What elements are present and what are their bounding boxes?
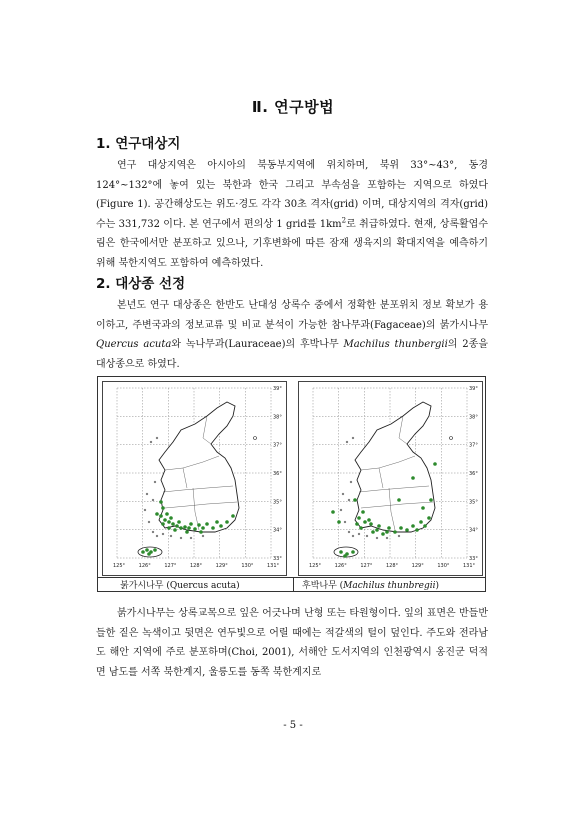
small-island — [146, 493, 148, 495]
occurrence-point — [197, 523, 201, 527]
paragraph-text: 의 2종을 대상종으로 하였다. — [96, 339, 488, 370]
caption-text: 후박나무 ( — [302, 581, 344, 591]
lon-tick-label: 129° — [215, 563, 228, 569]
occurrence-point — [155, 512, 159, 516]
occurrence-point — [153, 548, 157, 552]
lon-tick-label: 125° — [309, 563, 322, 569]
occurrence-point — [411, 476, 415, 480]
species-name: Quercus acuta — [96, 339, 172, 350]
occurrence-point — [377, 524, 381, 528]
caption-species: Machilus thunbregii — [343, 581, 436, 591]
lat-tick-label: 37° — [469, 442, 478, 449]
occurrence-point — [393, 530, 397, 534]
occurrence-point — [163, 518, 167, 522]
lon-tick-label: 128° — [386, 563, 399, 569]
lat-tick-label: 39° — [469, 386, 478, 392]
lat-tick-label: 38° — [469, 414, 478, 421]
occurrence-point — [141, 550, 145, 554]
occurrence-point — [419, 520, 423, 524]
small-island — [352, 535, 354, 537]
small-island — [190, 537, 192, 539]
occurrence-point — [359, 526, 363, 530]
occurrence-point — [397, 498, 401, 502]
figure-distribution-maps — [97, 376, 486, 592]
caption-text: ) — [435, 581, 440, 591]
occurrence-point — [187, 526, 191, 530]
paragraph-text: 본년도 연구 대상종은 한반도 난대성 상록수 중에서 정확한 분포위치 정보 확보가 용이하고, 주변국과의 정보교류 및 비교 분석이 가능한 참나무과(Fagaceae)의 붉가시나무 — [96, 300, 488, 331]
occurrence-point — [179, 526, 183, 530]
small-island — [150, 441, 152, 443]
occurrence-point — [361, 510, 365, 514]
lon-tick-label: 127° — [360, 563, 373, 569]
occurrence-point — [433, 462, 437, 466]
caption-right — [302, 578, 439, 591]
ulleung-island — [254, 437, 257, 440]
small-island — [156, 437, 158, 439]
occurrence-point — [159, 514, 163, 518]
occurrence-point — [343, 554, 347, 558]
occurrence-point — [199, 530, 203, 534]
occurrence-point — [355, 522, 359, 526]
occurrence-point — [215, 520, 219, 524]
occurrence-point — [201, 526, 205, 530]
occurrence-point — [211, 526, 215, 530]
map-panel-quercus-acuta — [102, 381, 287, 576]
occurrence-point — [367, 518, 371, 522]
occurrence-point — [225, 520, 229, 524]
occurrence-point — [357, 516, 361, 520]
map-machilus-thunbergii — [299, 382, 482, 575]
superscript: 2 — [341, 216, 347, 225]
occurrence-point — [415, 528, 419, 532]
small-island — [170, 535, 172, 537]
lat-tick-label: 34° — [273, 527, 282, 534]
section-heading-study-area: 1. 연구대상지 — [96, 136, 181, 152]
occurrence-point — [169, 516, 173, 520]
small-island — [340, 509, 342, 511]
occurrence-point — [339, 550, 343, 554]
caption-vertical-divider — [293, 577, 294, 591]
occurrence-point — [399, 526, 403, 530]
small-island — [148, 521, 150, 523]
lon-tick-label: 128° — [190, 563, 203, 569]
occurrence-point — [145, 548, 149, 552]
species-name: Machilus thunbergii — [343, 339, 448, 350]
small-island — [346, 441, 348, 443]
lat-tick-label: 33° — [273, 556, 282, 562]
paragraph-text: 로 취급하였다. 현재, 상록활엽수림은 한국에서만 분포하고 있으나, 기후변화에 따른 잠재 생육지의 확대지역을 예측하기 위해 북한지역도 포함하여 예측하였다. — [96, 218, 488, 269]
occurrence-point — [363, 520, 367, 524]
paragraph-text: 연구 대상지역은 아시아의 북동부지역에 위치하며, 북위 33°~43°, 동경 124°~132°에 놓여 있는 북한과 한국 그리고 부속섬을 포함하는 지역으로 하였다(Figure 1). 공간해상도는 위도·경도 각각 30초 격자(grid) 이며, 대상지역의 격자(grid)수는 331,732 이다. 본 연구에서 편의상 1 grid를 1km — [96, 160, 488, 230]
occurrence-point — [183, 525, 187, 529]
occurrence-point — [351, 550, 355, 554]
lat-tick-label: 39° — [273, 386, 282, 392]
lat-tick-label: 33° — [469, 556, 478, 562]
small-island — [156, 535, 158, 537]
occurrence-point — [173, 528, 177, 532]
lat-tick-label: 35° — [469, 499, 478, 506]
small-island — [342, 493, 344, 495]
lat-tick-label: 35° — [273, 499, 282, 506]
occurrence-point — [423, 524, 427, 528]
small-island — [180, 537, 182, 539]
korea-outline — [355, 402, 435, 532]
small-island — [144, 509, 146, 511]
map-panel-machilus-thunbergii — [298, 381, 483, 576]
lon-tick-label: 129° — [411, 563, 424, 569]
small-island — [352, 437, 354, 439]
section-heading-target-species: 2. 대상종 선정 — [96, 276, 186, 292]
small-island — [344, 521, 346, 523]
occurrence-point — [171, 522, 175, 526]
occurrence-point — [421, 506, 425, 510]
lat-tick-label: 37° — [273, 442, 282, 449]
occurrence-point — [375, 528, 379, 532]
occurrence-point — [175, 524, 179, 528]
small-island — [358, 533, 360, 535]
paragraph-text: 와 녹나무과(Lauraceae)의 후박나무 — [171, 339, 344, 350]
occurrence-point — [231, 514, 235, 518]
occurrence-point — [385, 530, 389, 534]
occurrence-point — [405, 528, 409, 532]
occurrence-point — [159, 500, 163, 504]
occurrence-point — [167, 520, 171, 524]
small-island — [202, 535, 204, 537]
occurrence-point — [387, 526, 391, 530]
occurrence-point — [219, 524, 223, 528]
ulleung-island — [450, 437, 453, 440]
lon-tick-label: 130° — [241, 563, 254, 569]
occurrence-point — [371, 530, 375, 534]
caption-left: 붉가시나무 (Quercus acuta) — [120, 581, 240, 591]
occurrence-point — [369, 522, 373, 526]
occurrence-point — [331, 510, 335, 514]
occurrence-point — [185, 530, 189, 534]
lon-tick-label: 126° — [138, 563, 151, 569]
small-island — [398, 535, 400, 537]
lon-tick-label: 125° — [113, 563, 126, 569]
paragraph-target-species — [96, 296, 488, 374]
paragraph-species-description — [96, 604, 488, 682]
occurrence-point — [411, 524, 415, 528]
occurrence-point — [205, 522, 209, 526]
lon-tick-label: 130° — [437, 563, 450, 569]
occurrence-point — [427, 516, 431, 520]
lon-tick-label: 126° — [334, 563, 347, 569]
occurrence-point — [381, 532, 385, 536]
occurrence-point — [353, 498, 357, 502]
occurrence-point — [193, 527, 197, 531]
small-island — [350, 481, 352, 483]
occurrence-point — [167, 526, 171, 530]
small-island — [348, 499, 350, 501]
occurrence-point — [189, 522, 193, 526]
lat-tick-label: 38° — [273, 414, 282, 421]
small-island — [348, 531, 350, 533]
occurrence-point — [147, 552, 151, 556]
lat-tick-label: 36° — [469, 471, 478, 477]
lat-tick-label: 34° — [469, 527, 478, 534]
page-number: - 5 - — [283, 720, 303, 731]
chapter-title: Ⅱ. 연구방법 — [251, 98, 335, 116]
small-island — [154, 481, 156, 483]
lon-tick-label: 127° — [164, 563, 177, 569]
paragraph-study-area — [96, 156, 488, 273]
occurrence-point — [161, 522, 165, 526]
small-island — [386, 537, 388, 539]
small-island — [376, 537, 378, 539]
korea-outline — [159, 402, 239, 532]
occurrence-point — [177, 520, 181, 524]
small-island — [152, 531, 154, 533]
small-island — [162, 533, 164, 535]
small-island — [152, 499, 154, 501]
small-island — [366, 535, 368, 537]
lat-tick-label: 36° — [273, 471, 282, 477]
occurrence-point — [161, 506, 165, 510]
lon-tick-label: 131° — [267, 563, 280, 569]
occurrence-point — [165, 512, 169, 516]
lon-tick-label: 131° — [463, 563, 476, 569]
paragraph-text: 붉가시나무는 상록교목으로 잎은 어긋나며 난형 또는 타원형이다. 잎의 표면은 반들반들한 짙은 녹색이고 뒷면은 연두빛으로 어릴 때에는 적갈색의 털이 덮인다. 주도와 전라남도 해안 지역에 주로 분포하며(Choi, 2001), 서해안 도서지역의 인천광역시 옹진군 덕적면 남도를 서쪽 북한계지, 울릉도를 동쪽 북한계지로 — [96, 608, 488, 678]
map-quercus-acuta — [103, 382, 286, 575]
occurrence-point — [337, 520, 341, 524]
occurrence-point — [429, 498, 433, 502]
